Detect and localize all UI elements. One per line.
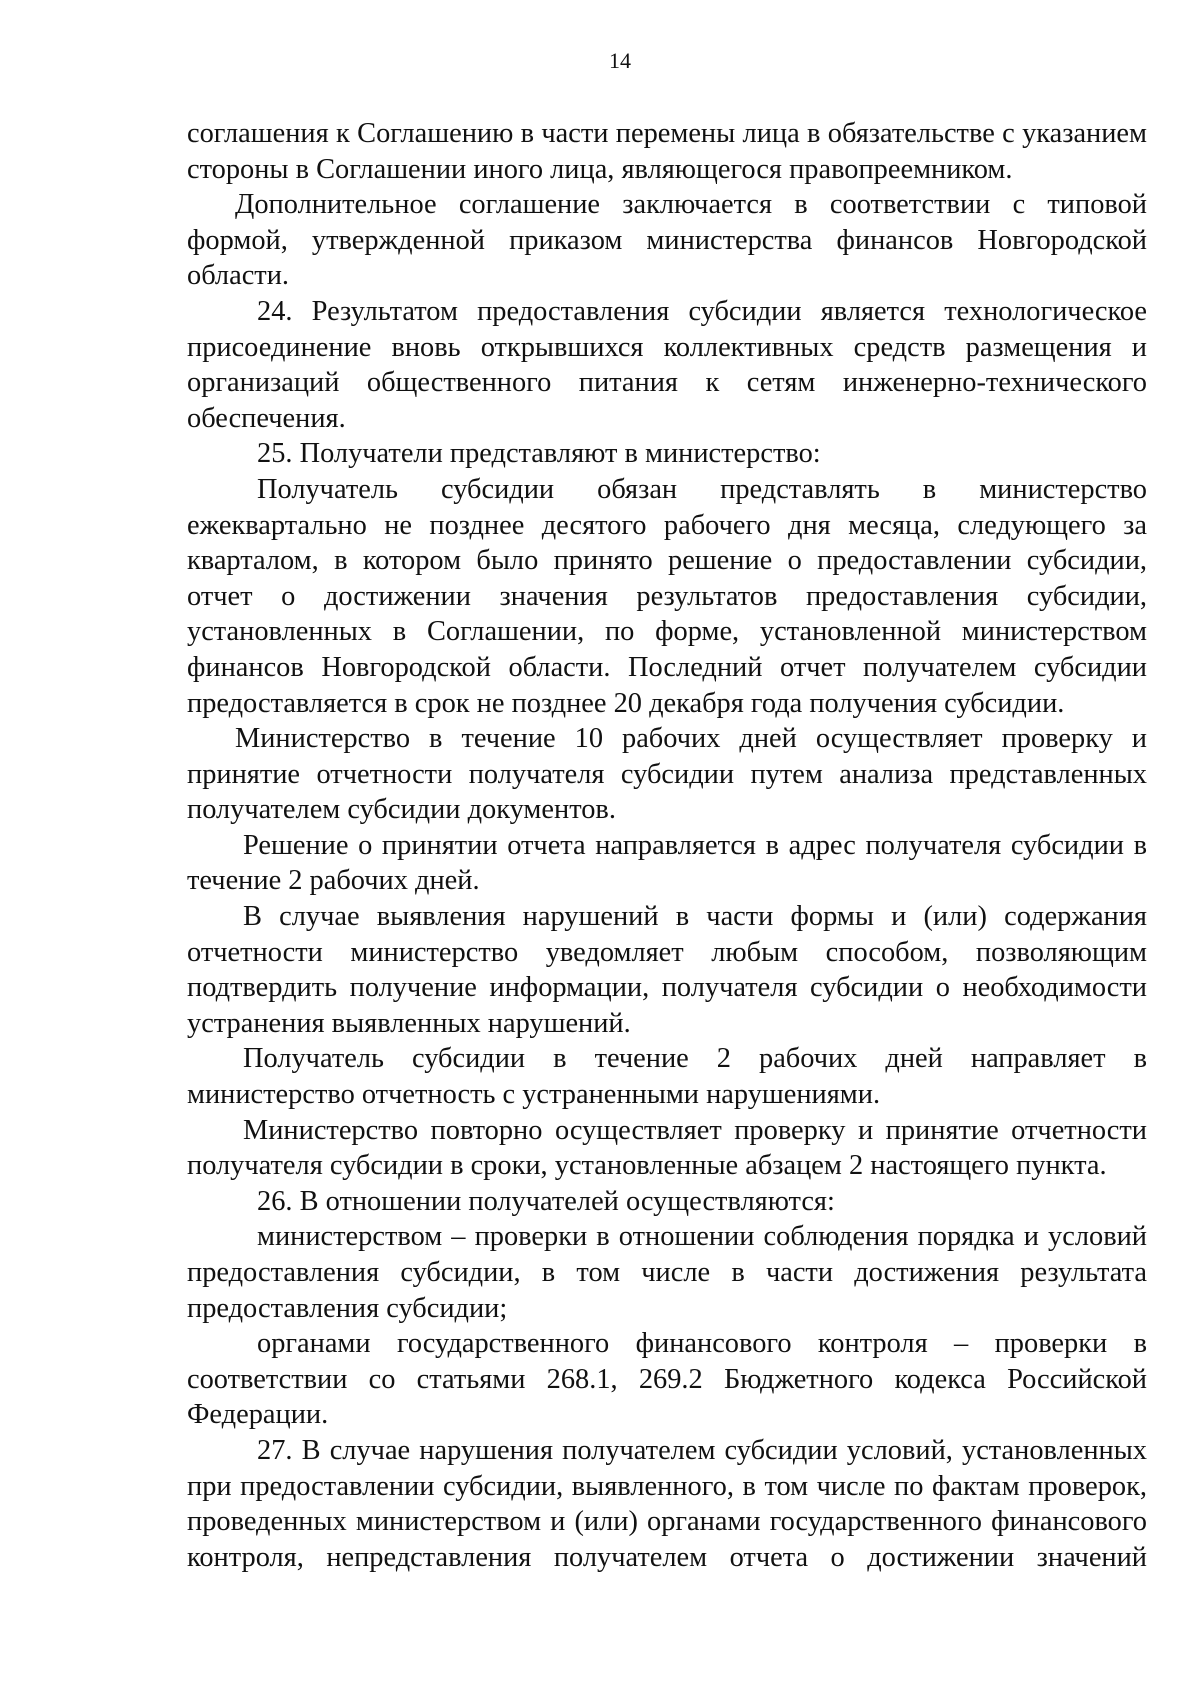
paragraph-25-verification: Министерство в течение 10 рабочих дней осуществляет проверку и принятие отчетности получателя субсидии путем анализа представленных получателем субсидии документов. bbox=[187, 723, 1147, 826]
paragraph-25-decision: Решение о принятии отчета направляется в адрес получателя субсидии в течение 2 рабочих дней. bbox=[187, 829, 1147, 897]
paragraph-25-violations: В случае выявления нарушений в части формы и (или) содержания отчетности министерство уведомляет любым способом, позволяющим подтвердить получение информации, получателя субсидии о необходимости устранения выявленных нарушений. bbox=[187, 901, 1147, 1039]
paragraph-25: 25. Получатели представляют в министерство: bbox=[257, 438, 821, 470]
paragraph-27: 27. В случае нарушения получателем субсидии условий, установленных при предоставлении субсидии, выявленного, в том числе по фактам проверок, проведенных министерством и (или) органами государственного финансового контроля, непредставления получателем отчета о достижении значений bbox=[187, 1434, 1147, 1573]
paragraph-25-report: Получатель субсидии обязан представлять в министерство ежеквартально не позднее десятого рабочего дня месяца, следующего за кварталом, в котором было принято решение о предоставлении субсидии, отчет о достижении значения результатов предоставления субсидии, установленных в Соглашении, по форме, установленной министерством финансов Новгородской области. Последний отчет получателем субсидии предоставляется в срок не позднее 20 декабря года получения субсидии. bbox=[187, 473, 1147, 719]
page-number: 14 bbox=[609, 48, 631, 73]
paragraph-26-control-bodies: органами государственного финансового контроля – проверки в соответствии со статьями 268.1, 269.2 Бюджетного кодекса Российской Федерации. bbox=[187, 1328, 1147, 1431]
paragraph-24: 24. Результатом предоставления субсидии является технологическое присоединение вновь открывшихся коллективных средств размещения и организаций общественного питания к сетям инженерно-технического обеспечения. bbox=[187, 295, 1147, 434]
paragraph-continuation: соглашения к Соглашению в части перемены лица в обязательстве с указанием стороны в Соглашении иного лица, являющегося правопреемником. bbox=[187, 118, 1147, 185]
paragraph-25-resubmission: Получатель субсидии в течение 2 рабочих дней направляет в министерство отчетность с устраненными нарушениями. bbox=[187, 1043, 1147, 1111]
paragraph-additional-agreement: Дополнительное соглашение заключается в соответствии с типовой формой, утвержденной приказом министерства финансов Новгородской области. bbox=[187, 189, 1147, 292]
paragraph-25-repeat-check: Министерство повторно осуществляет проверку и принятие отчетности получателя субсидии в сроки, установленные абзацем 2 настоящего пункта. bbox=[187, 1114, 1147, 1182]
document-body bbox=[187, 116, 1147, 1575]
paragraph-26-ministry: министерством – проверки в отношении соблюдения порядка и условий предоставления субсидии, в том числе в части достижения результата предоставления субсидии; bbox=[187, 1221, 1147, 1324]
paragraph-26: 26. В отношении получателей осуществляются: bbox=[257, 1185, 835, 1217]
